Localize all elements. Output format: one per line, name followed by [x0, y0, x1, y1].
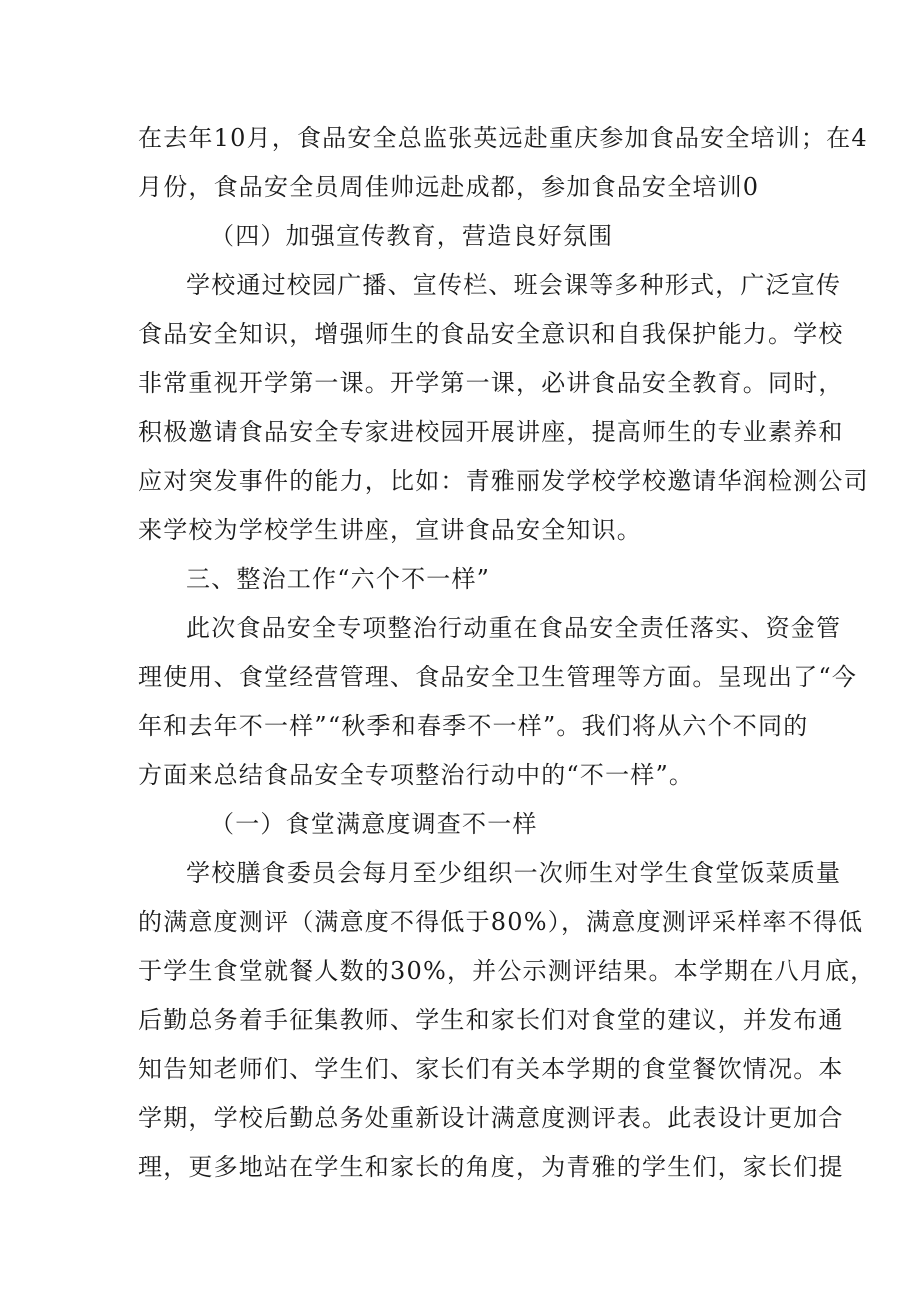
- paragraph-line: 的满意度测评（满意度不得低于80%），满意度测评采样率不得低: [138, 908, 864, 936]
- paragraph-line: 年和去年不一样”“秋季和春季不一样”。我们将从六个不同的: [138, 712, 809, 740]
- paragraph-line: 食品安全知识，增强师生的食品安全意识和自我保护能力。学校: [138, 320, 844, 348]
- paragraph-line: 学校膳食委员会每月至少组织一次师生对学生食堂饭菜质量: [186, 859, 842, 887]
- subsection-heading: （四）加强宣传教育，营造良好氛围: [210, 222, 614, 250]
- paragraph-line: 于学生食堂就餐人数的30%，并公示测评结果。本学期在八月底，: [138, 957, 876, 985]
- paragraph-line: 在去年10月，食品安全总监张英远赴重庆参加食品安全培训；在4: [138, 124, 868, 152]
- paragraph-line: 月份，食品安全员周佳帅远赴成都，参加食品安全培训0: [138, 173, 760, 201]
- paragraph-line: 学期，学校后勤总务处重新设计满意度测评表。此表设计更加合: [138, 1104, 844, 1132]
- paragraph-line: 来学校为学校学生讲座，宣讲食品安全知识。: [138, 516, 642, 544]
- paragraph-line: 知告知老师们、学生们、家长们有关本学期的食堂餐饮情况。本: [138, 1055, 844, 1083]
- paragraph-line: 此次食品安全专项整治行动重在食品安全责任落实、资金管: [186, 614, 842, 642]
- paragraph-line: 后勤总务着手征集教师、学生和家长们对食堂的建议，并发布通: [138, 1006, 844, 1034]
- paragraph-line: 应对突发事件的能力，比如：青雅丽发学校学校邀请华润检测公司: [138, 467, 869, 495]
- paragraph-line: 理使用、食堂经营管理、食品安全卫生管理等方面。呈现出了“今: [138, 663, 858, 691]
- paragraph-line: 积极邀请食品安全专家进校园开展讲座，提高师生的专业素养和: [138, 418, 844, 446]
- paragraph-line: 学校通过校园广播、宣传栏、班会课等多种形式，广泛宣传: [186, 271, 842, 299]
- document-body: [138, 114, 876, 1192]
- subsection-heading: （一）食堂满意度调查不一样: [210, 810, 538, 838]
- paragraph-line: 理，更多地站在学生和家长的角度，为青雅的学生们，家长们提: [138, 1153, 844, 1181]
- section-heading: 三、整治工作“六个不一样”: [186, 565, 491, 593]
- paragraph-line: 非常重视开学第一课。开学第一课，必讲食品安全教育。同时，: [138, 369, 844, 397]
- paragraph-line: 方面来总结食品安全专项整治行动中的“不一样”。: [138, 761, 695, 789]
